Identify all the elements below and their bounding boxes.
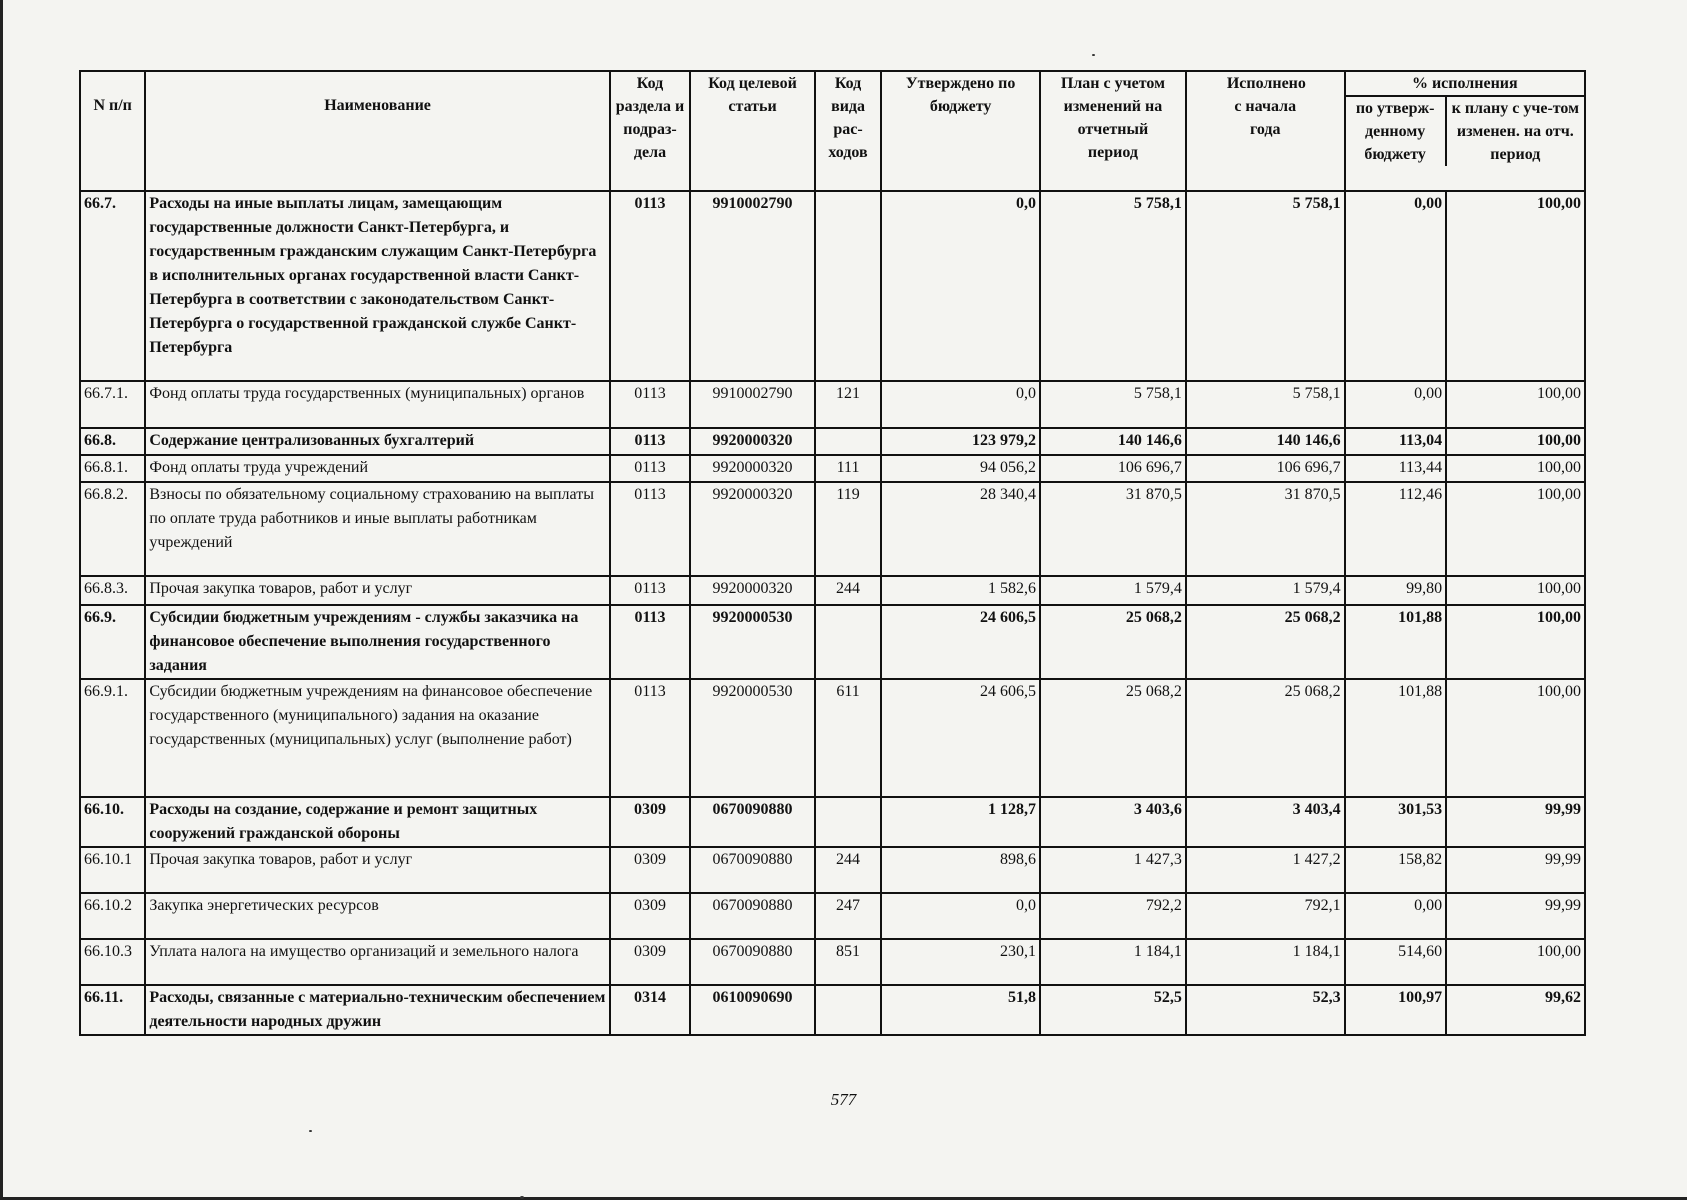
table-row: [80, 985, 1585, 1035]
row-pct-plan: 99,99: [1446, 893, 1585, 939]
row-name: Фонд оплаты труда учреждений: [145, 455, 609, 482]
row-pct-budget: 0,00: [1345, 381, 1447, 428]
row-name: Расходы, связанные с материально-техническим обеспечением деятельности народных дружин: [145, 985, 609, 1035]
row-plan: 25 068,2: [1040, 605, 1186, 679]
header-executed: Исполнено с начала года: [1186, 71, 1345, 191]
row-approved: 24 606,5: [881, 679, 1040, 797]
row-pct-budget: 301,53: [1345, 797, 1447, 847]
row-approved: 1 128,7: [881, 797, 1040, 847]
row-number: 66.10.2: [80, 893, 145, 939]
row-name: Расходы на создание, содержание и ремонт защитных сооружений гражданской обороны: [145, 797, 609, 847]
row-target-code: 9920000320: [690, 482, 815, 576]
row-pct-budget: 99,80: [1345, 576, 1447, 605]
row-name: Уплата налога на имущество организаций и земельного налога: [145, 939, 609, 985]
row-target-code: 9920000530: [690, 679, 815, 797]
row-expense-code: 851: [815, 939, 881, 985]
row-executed: 52,3: [1186, 985, 1345, 1035]
row-name: Субсидии бюджетным учреждениям на финансовое обеспечение государственного (муниципального) задания на оказание государственных (муниципальных) услуг (выполнение работ): [145, 679, 609, 797]
row-target-code: 0610090690: [690, 985, 815, 1035]
row-plan: 5 758,1: [1040, 191, 1186, 381]
row-target-code: 9920000320: [690, 455, 815, 482]
row-pct-budget: 101,88: [1345, 679, 1447, 797]
row-section-code: 0113: [610, 679, 690, 797]
table-row: [80, 893, 1585, 939]
header-plan: План с учетом изменений на отчетный период: [1040, 71, 1186, 191]
row-target-code: 9910002790: [690, 381, 815, 428]
row-section-code: 0113: [610, 455, 690, 482]
row-name: Взносы по обязательному социальному страхованию на выплаты по оплате труда работников и иные выплаты работникам учреждений: [145, 482, 609, 576]
row-target-code: 0670090880: [690, 939, 815, 985]
row-executed: 1 184,1: [1186, 939, 1345, 985]
row-executed: 25 068,2: [1186, 679, 1345, 797]
row-expense-code: 244: [815, 847, 881, 893]
row-pct-budget: 113,04: [1345, 428, 1447, 455]
row-executed: 140 146,6: [1186, 428, 1345, 455]
row-approved: 0,0: [881, 893, 1040, 939]
row-number: 66.8.1.: [80, 455, 145, 482]
row-name: Расходы на иные выплаты лицам, замещающим государственные должности Санкт-Петербурга, и государственным гражданским служащим Санкт-Петербурга в исполнительных органах государственной власти Санкт-Петербурга в соответствии с законодательством Санкт-Петербурга о государственной гражданской службе Санкт-Петербурга: [145, 191, 609, 381]
row-expense-code: 247: [815, 893, 881, 939]
page-number: 577: [830, 1090, 857, 1109]
row-target-code: 0670090880: [690, 847, 815, 893]
row-pct-plan: 100,00: [1446, 455, 1585, 482]
row-name: Субсидии бюджетным учреждениям - службы заказчика на финансовое обеспечение выполнения государственного задания: [145, 605, 609, 679]
row-section-code: 0113: [610, 482, 690, 576]
row-section-code: 0309: [610, 893, 690, 939]
row-plan: 106 696,7: [1040, 455, 1186, 482]
row-expense-code: 119: [815, 482, 881, 576]
header-section-code: Код раздела и подраз-дела: [610, 71, 690, 191]
row-pct-plan: 100,00: [1446, 939, 1585, 985]
row-plan: 140 146,6: [1040, 428, 1186, 455]
row-expense-code: [815, 191, 881, 381]
row-executed: 25 068,2: [1186, 605, 1345, 679]
row-name: Прочая закупка товаров, работ и услуг: [145, 847, 609, 893]
row-expense-code: 611: [815, 679, 881, 797]
row-pct-budget: 514,60: [1345, 939, 1447, 985]
row-approved: 24 606,5: [881, 605, 1040, 679]
row-number: 66.10.3: [80, 939, 145, 985]
row-target-code: 0670090880: [690, 797, 815, 847]
row-pct-plan: 99,62: [1446, 985, 1585, 1035]
row-expense-code: [815, 605, 881, 679]
row-number: 66.7.1.: [80, 381, 145, 428]
row-expense-code: [815, 985, 881, 1035]
table-row: [80, 191, 1585, 381]
row-number: 66.8.: [80, 428, 145, 455]
row-section-code: 0113: [610, 605, 690, 679]
row-pct-budget: 112,46: [1345, 482, 1447, 576]
row-expense-code: 111: [815, 455, 881, 482]
scan-edge-left: [0, 0, 3, 1200]
table-row: [80, 455, 1585, 482]
row-pct-plan: 100,00: [1446, 191, 1585, 381]
row-plan: 1 184,1: [1040, 939, 1186, 985]
row-target-code: 9910002790: [690, 191, 815, 381]
row-plan: 792,2: [1040, 893, 1186, 939]
row-section-code: 0113: [610, 428, 690, 455]
header-pct: [1345, 71, 1585, 191]
table-row: [80, 428, 1585, 455]
table-row: [80, 576, 1585, 605]
header-pct-group: % исполнения: [1346, 72, 1584, 97]
row-executed: 1 427,2: [1186, 847, 1345, 893]
row-executed: 3 403,4: [1186, 797, 1345, 847]
row-number: 66.10.: [80, 797, 145, 847]
row-approved: 230,1: [881, 939, 1040, 985]
row-plan: 31 870,5: [1040, 482, 1186, 576]
table-row: [80, 939, 1585, 985]
row-number: 66.10.1: [80, 847, 145, 893]
row-section-code: 0113: [610, 191, 690, 381]
row-section-code: 0113: [610, 576, 690, 605]
row-name: Содержание централизованных бухгалтерий: [145, 428, 609, 455]
row-number: 66.9.: [80, 605, 145, 679]
header-name: Наименование: [145, 71, 609, 191]
row-plan: 25 068,2: [1040, 679, 1186, 797]
header-pct-subrow: [1346, 97, 1584, 166]
row-executed: 31 870,5: [1186, 482, 1345, 576]
row-pct-plan: 99,99: [1446, 847, 1585, 893]
row-executed: 5 758,1: [1186, 381, 1345, 428]
header-approved: Утверждено по бюджету: [881, 71, 1040, 191]
row-plan: 1 427,3: [1040, 847, 1186, 893]
row-pct-plan: 100,00: [1446, 381, 1585, 428]
row-pct-budget: 0,00: [1345, 893, 1447, 939]
row-approved: 0,0: [881, 381, 1040, 428]
row-number: 66.11.: [80, 985, 145, 1035]
row-target-code: 9920000320: [690, 428, 815, 455]
budget-execution-table: [79, 70, 1586, 1036]
row-section-code: 0113: [610, 381, 690, 428]
header-nn: N п/п: [80, 71, 145, 191]
header-expense-code: Код вида рас-ходов: [815, 71, 881, 191]
row-section-code: 0309: [610, 797, 690, 847]
table-row: [80, 381, 1585, 428]
row-expense-code: 121: [815, 381, 881, 428]
row-pct-plan: 100,00: [1446, 605, 1585, 679]
row-executed: 792,1: [1186, 893, 1345, 939]
row-approved: 51,8: [881, 985, 1040, 1035]
row-pct-budget: 158,82: [1345, 847, 1447, 893]
row-target-code: 9920000530: [690, 605, 815, 679]
row-name: Фонд оплаты труда государственных (муниципальных) органов: [145, 381, 609, 428]
table-row: [80, 482, 1585, 576]
row-pct-budget: 100,97: [1345, 985, 1447, 1035]
row-plan: 3 403,6: [1040, 797, 1186, 847]
table-header: [80, 71, 1585, 191]
row-target-code: 9920000320: [690, 576, 815, 605]
table-row: [80, 797, 1585, 847]
row-executed: 1 579,4: [1186, 576, 1345, 605]
scan-speck: [520, 1196, 524, 1199]
row-expense-code: [815, 428, 881, 455]
scan-speck: [1092, 54, 1095, 56]
row-expense-code: 244: [815, 576, 881, 605]
row-section-code: 0309: [610, 847, 690, 893]
row-plan: 52,5: [1040, 985, 1186, 1035]
row-pct-budget: 101,88: [1345, 605, 1447, 679]
row-approved: 0,0: [881, 191, 1040, 381]
table-row: [80, 605, 1585, 679]
row-pct-budget: 113,44: [1345, 455, 1447, 482]
row-approved: 1 582,6: [881, 576, 1040, 605]
table-body: [80, 191, 1585, 1035]
row-approved: 123 979,2: [881, 428, 1040, 455]
row-executed: 5 758,1: [1186, 191, 1345, 381]
row-name: Прочая закупка товаров, работ и услуг: [145, 576, 609, 605]
row-pct-plan: 100,00: [1446, 482, 1585, 576]
table-row: [80, 847, 1585, 893]
header-pct-plan: к плану с уче-том изменен. на отч. период: [1451, 100, 1580, 163]
header-target-code: Код целевой статьи: [690, 71, 815, 191]
row-approved: 28 340,4: [881, 482, 1040, 576]
row-pct-plan: 100,00: [1446, 428, 1585, 455]
row-number: 66.9.1.: [80, 679, 145, 797]
scan-speck: [309, 1130, 312, 1132]
row-approved: 94 056,2: [881, 455, 1040, 482]
row-name: Закупка энергетических ресурсов: [145, 893, 609, 939]
row-section-code: 0314: [610, 985, 690, 1035]
row-number: 66.7.: [80, 191, 145, 381]
row-target-code: 0670090880: [690, 893, 815, 939]
row-pct-plan: 100,00: [1446, 679, 1585, 797]
row-number: 66.8.3.: [80, 576, 145, 605]
row-plan: 1 579,4: [1040, 576, 1186, 605]
row-executed: 106 696,7: [1186, 455, 1345, 482]
row-pct-plan: 100,00: [1446, 576, 1585, 605]
row-number: 66.8.2.: [80, 482, 145, 576]
row-plan: 5 758,1: [1040, 381, 1186, 428]
row-approved: 898,6: [881, 847, 1040, 893]
row-expense-code: [815, 797, 881, 847]
row-pct-plan: 99,99: [1446, 797, 1585, 847]
row-pct-budget: 0,00: [1345, 191, 1447, 381]
table-row: [80, 679, 1585, 797]
header-pct-budget: по утверж-денному бюджету: [1346, 97, 1447, 166]
row-section-code: 0309: [610, 939, 690, 985]
